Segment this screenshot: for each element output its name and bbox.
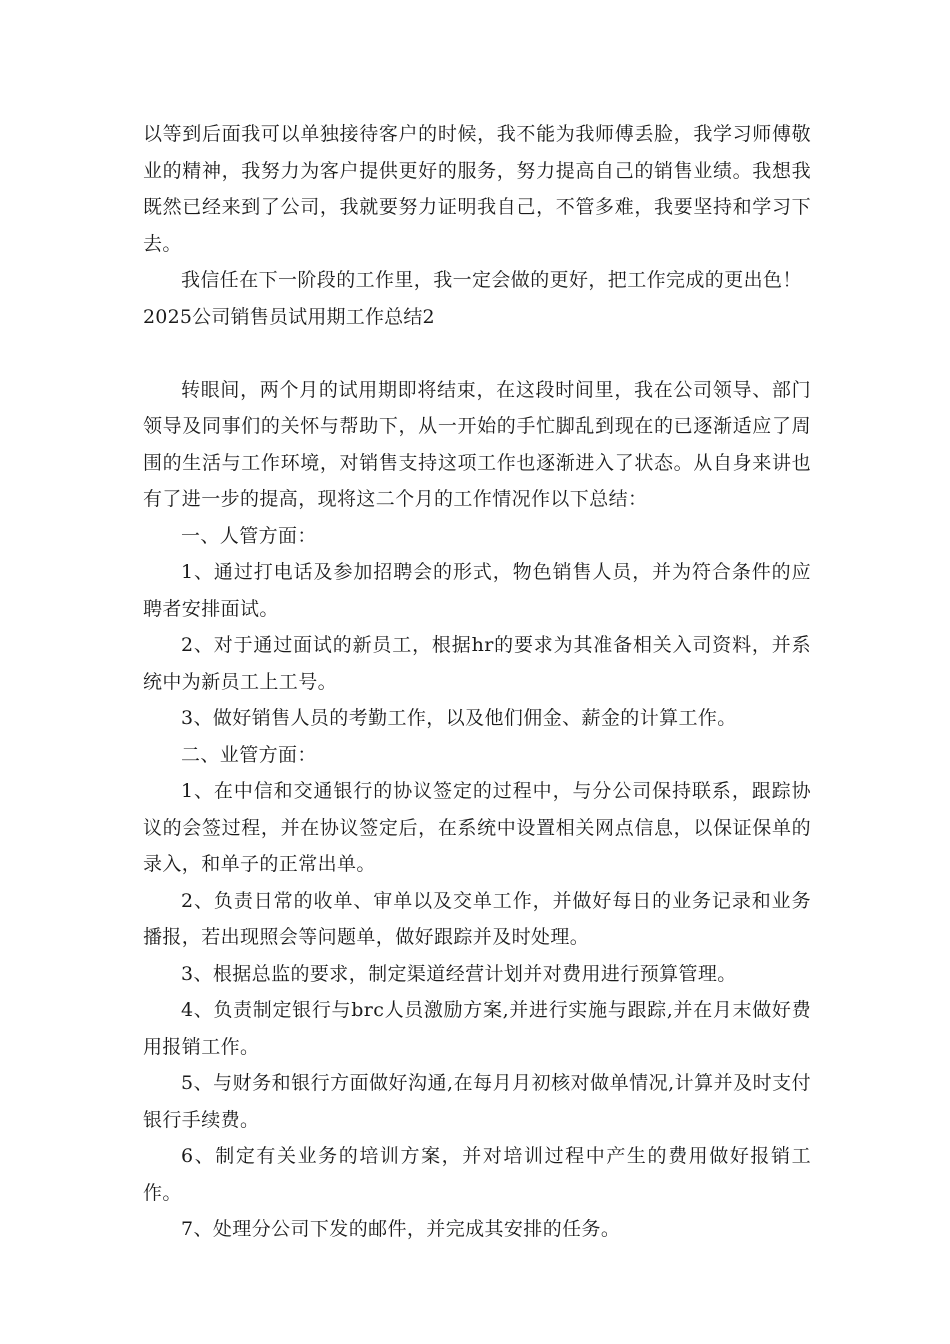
document-page <box>143 116 811 1248</box>
list-item: 2、对于通过面试的新员工，根据hr的要求为其准备相关入司资料，并系统中为新员工上工号。 <box>143 634 811 693</box>
list-item: 3、做好销售人员的考勤工作，以及他们佣金、薪金的计算工作。 <box>181 707 737 729</box>
blank-line <box>143 335 811 372</box>
list-item: 4、负责制定银行与brc人员激励方案,并进行实施与跟踪,并在月末做好费用报销工作。 <box>143 999 811 1058</box>
paragraph-confidence: 我信任在下一阶段的工作里，我一定会做的更好，把工作完成的更出色！ <box>181 269 802 291</box>
list-item: 3、根据总监的要求，制定渠道经营计划并对费用进行预算管理。 <box>181 962 737 985</box>
paragraph-intro: 转眼间，两个月的试用期即将结束，在这段时间里，我在公司领导、部门领导及同事们的关怀与帮助下，从一开始的手忙脚乱到现在的已逐渐适应了周围的生活与工作环境，对销售支持这项工作也逐渐进入了状态。从自身来讲也有了进一步的提高，现将这二个月的工作情况作以下总结： <box>143 378 811 510</box>
list-item: 1、通过打电话及参加招聘会的形式，物色销售人员，并为符合条件的应聘者安排面试。 <box>143 561 811 620</box>
list-item: 6、制定有关业务的培训方案，并对培训过程中产生的费用做好报销工作。 <box>143 1145 811 1204</box>
heading-personnel: 一、人管方面： <box>181 524 317 547</box>
list-item: 1、在中信和交通银行的协议签定的过程中，与分公司保持联系，跟踪协议的会签过程，并在协议签定后，在系统中设置相关网点信息，以保证保单的录入，和单子的正常出单。 <box>143 780 811 875</box>
list-item: 2、负责日常的收单、审单以及交单工作，并做好每日的业务记录和业务播报，若出现照会等问题单，做好跟踪并及时处理。 <box>143 889 811 948</box>
section-title: 2025公司销售员试用期工作总结2 <box>143 305 435 328</box>
list-item: 5、与财务和银行方面做好沟通,在每月月初核对做单情况,计算并及时支付银行手续费。 <box>143 1072 811 1131</box>
heading-business: 二、业管方面： <box>181 743 317 766</box>
list-item: 7、处理分公司下发的邮件，并完成其安排的任务。 <box>181 1218 621 1240</box>
paragraph-continuation: 以等到后面我可以单独接待客户的时候，我不能为我师傅丢脸，我学习师傅敬业的精神，我努力为客户提供更好的服务，努力提高自己的销售业绩。我想我既然已经来到了公司，我就要努力证明我自己，不管多难，我要坚持和学习下去。 <box>143 123 811 255</box>
